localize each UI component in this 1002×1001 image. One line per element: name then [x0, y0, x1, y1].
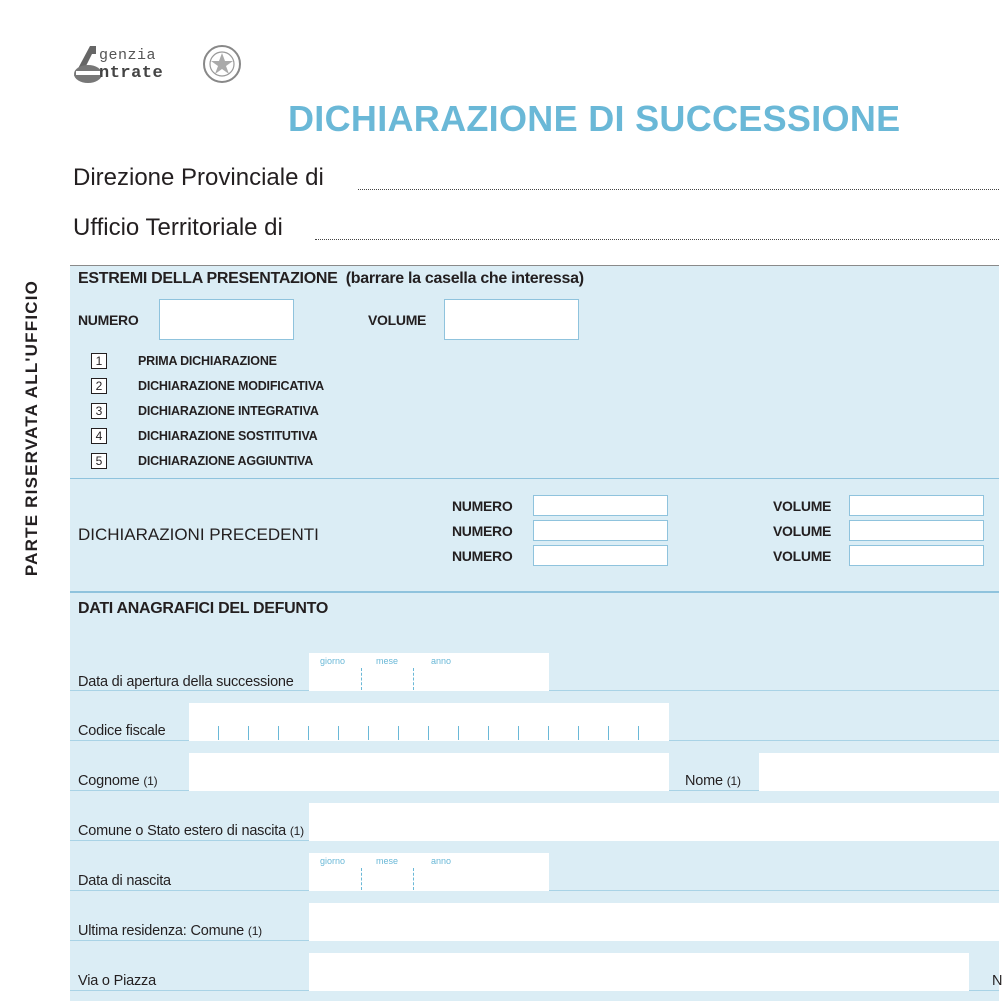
- option-5-checkbox[interactable]: 5: [91, 453, 107, 469]
- office-side-label: PARTE RISERVATA ALL'UFFICIO: [22, 279, 41, 577]
- note-ref: (1): [247, 924, 262, 938]
- prec-numero-label-3: NUMERO: [452, 548, 513, 564]
- page-title: DICHIARAZIONE DI SUCCESSIONE: [288, 98, 901, 139]
- codice-fiscale-tick: [518, 726, 519, 740]
- date-divider: [361, 668, 362, 690]
- residenza-input[interactable]: [309, 903, 999, 941]
- date-divider: [413, 868, 414, 890]
- date-divider: [413, 668, 414, 690]
- comune-nascita-input[interactable]: [309, 803, 999, 841]
- comune-nascita-label: Comune o Stato estero di nascita (1): [78, 823, 304, 839]
- volume-label: VOLUME: [368, 312, 427, 328]
- via-input[interactable]: [309, 953, 969, 991]
- prec-numero-label-1: NUMERO: [452, 498, 513, 514]
- ufficio-field[interactable]: [315, 239, 999, 240]
- option-3-label: DICHIARAZIONE INTEGRATIVA: [138, 404, 319, 418]
- apertura-mese-label: mese: [376, 656, 399, 666]
- presentazione-title: ESTREMI DELLA PRESENTAZIONE (barrare la casella che interessa): [78, 270, 584, 287]
- prec-numero-input-3[interactable]: [533, 545, 668, 566]
- option-2-checkbox[interactable]: 2: [91, 378, 107, 394]
- apertura-label: Data di apertura della successione: [78, 674, 294, 690]
- codice-fiscale-input[interactable]: [189, 703, 669, 741]
- codice-fiscale-label: Codice fiscale: [78, 723, 166, 739]
- prec-volume-input-2[interactable]: [849, 520, 984, 541]
- office-divider: [70, 478, 999, 479]
- nascita-mese-label: mese: [376, 856, 399, 866]
- codice-fiscale-tick: [308, 726, 309, 740]
- prec-volume-label-3: VOLUME: [773, 548, 832, 564]
- precedenti-label: DICHIARAZIONI PRECEDENTI: [78, 525, 319, 544]
- logo-text-agenzia: genzia: [99, 47, 157, 64]
- numero-input[interactable]: [159, 299, 294, 340]
- codice-fiscale-tick: [428, 726, 429, 740]
- prec-numero-label-2: NUMERO: [452, 523, 513, 539]
- nascita-anno-label: anno: [431, 856, 452, 866]
- note-ref: (1): [289, 824, 304, 838]
- prec-volume-input-1[interactable]: [849, 495, 984, 516]
- prec-numero-input-2[interactable]: [533, 520, 668, 541]
- option-2-label: DICHIARAZIONE MODIFICATIVA: [138, 379, 324, 393]
- defunto-title: DATI ANAGRAFICI DEL DEFUNTO: [78, 600, 328, 617]
- codice-fiscale-tick: [398, 726, 399, 740]
- apertura-giorno-label: giorno: [320, 656, 346, 666]
- codice-fiscale-tick: [638, 726, 639, 740]
- residenza-label: Ultima residenza: Comune (1): [78, 923, 262, 939]
- nome-input[interactable]: [759, 753, 999, 791]
- option-4-checkbox[interactable]: 4: [91, 428, 107, 444]
- prec-numero-input-1[interactable]: [533, 495, 668, 516]
- codice-fiscale-tick: [488, 726, 489, 740]
- codice-fiscale-tick: [548, 726, 549, 740]
- prec-volume-label-1: VOLUME: [773, 498, 832, 514]
- cognome-input[interactable]: [189, 753, 669, 791]
- codice-fiscale-tick: [368, 726, 369, 740]
- cut-off-label: N: [992, 973, 1002, 989]
- note-ref: (1): [726, 774, 741, 788]
- option-1-checkbox[interactable]: 1: [91, 353, 107, 369]
- data-nascita-label: Data di nascita: [78, 873, 171, 889]
- codice-fiscale-tick: [248, 726, 249, 740]
- codice-fiscale-tick: [218, 726, 219, 740]
- codice-fiscale-tick: [278, 726, 279, 740]
- via-label: Via o Piazza: [78, 973, 156, 989]
- ufficio-label: Ufficio Territoriale di: [73, 214, 283, 241]
- prec-volume-input-3[interactable]: [849, 545, 984, 566]
- cognome-label: Cognome (1): [78, 773, 158, 789]
- direzione-label: Direzione Provinciale di: [73, 164, 324, 191]
- option-1-label: PRIMA DICHIARAZIONE: [138, 354, 277, 368]
- note-ref: (1): [143, 774, 158, 788]
- nome-label: Nome (1): [685, 773, 741, 789]
- codice-fiscale-tick: [338, 726, 339, 740]
- codice-fiscale-tick: [608, 726, 609, 740]
- numero-label: NUMERO: [78, 312, 139, 328]
- logo-text-entrate: ntrate: [99, 64, 164, 83]
- apertura-anno-label: anno: [431, 656, 452, 666]
- direzione-field[interactable]: [358, 189, 999, 190]
- presentazione-note: (barrare la casella che interessa): [345, 270, 584, 287]
- prec-volume-label-2: VOLUME: [773, 523, 832, 539]
- codice-fiscale-tick: [578, 726, 579, 740]
- option-5-label: DICHIARAZIONE AGGIUNTIVA: [138, 454, 314, 468]
- option-3-checkbox[interactable]: 3: [91, 403, 107, 419]
- date-divider: [361, 868, 362, 890]
- volume-input[interactable]: [444, 299, 579, 340]
- codice-fiscale-tick: [458, 726, 459, 740]
- option-4-label: DICHIARAZIONE SOSTITUTIVA: [138, 429, 318, 443]
- nascita-giorno-label: giorno: [320, 856, 346, 866]
